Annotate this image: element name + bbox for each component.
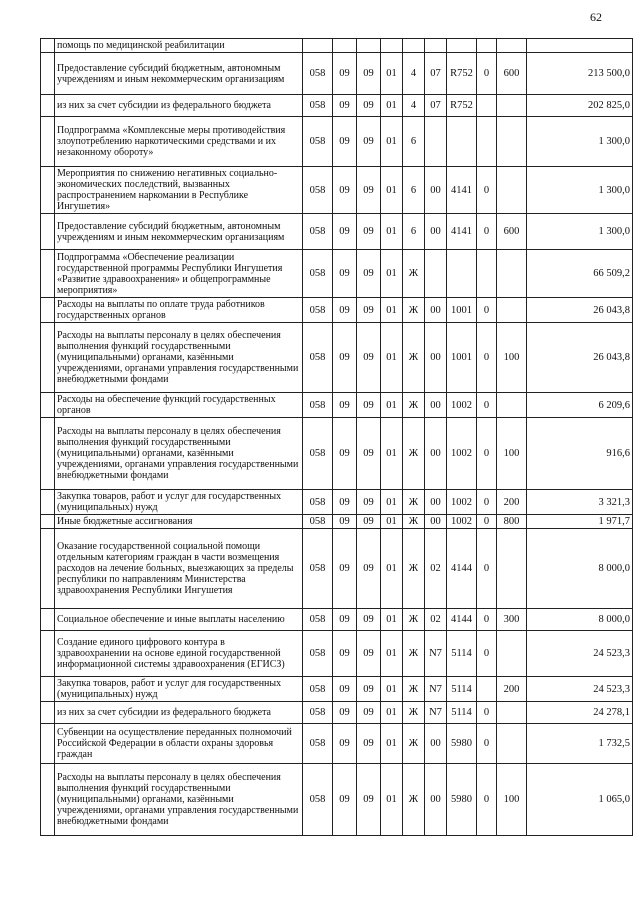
row-sum: 24 523,3 [527, 677, 633, 702]
code-section: 09 [333, 117, 357, 167]
code-section: 09 [333, 677, 357, 702]
row-margin-cell [41, 117, 55, 167]
code-expense-type [497, 167, 527, 214]
code-program: 01 [381, 702, 403, 724]
code-subsection [357, 39, 381, 53]
code-program: 01 [381, 529, 403, 609]
code-extra [477, 677, 497, 702]
code-ministry: 058 [303, 418, 333, 490]
row-name: Расходы на выплаты персоналу в целях обеспечения выполнения функций государственными (муниципальными) органами, казёнными учреждениями, органами управления государственными внебюджетными фондами [55, 323, 303, 393]
table-row [41, 631, 633, 677]
code-direction: 4141 [447, 167, 477, 214]
row-name: из них за счет субсидии из федерального бюджета [55, 95, 303, 117]
row-margin-cell [41, 298, 55, 323]
row-sum: 3 321,3 [527, 490, 633, 515]
row-sum: 24 523,3 [527, 631, 633, 677]
row-margin-cell [41, 677, 55, 702]
code-subprogram: Ж [403, 631, 425, 677]
code-measure: 02 [425, 609, 447, 631]
row-name: Расходы на выплаты персоналу в целях обеспечения выполнения функций государственными (муниципальными) органами, казёнными учреждениями, органами управления государственными внебюджетными фондами [55, 764, 303, 836]
code-section: 09 [333, 418, 357, 490]
table-row [41, 609, 633, 631]
code-program: 01 [381, 490, 403, 515]
code-expense-type: 600 [497, 214, 527, 250]
row-margin-cell [41, 764, 55, 836]
row-name: Предоставление субсидий бюджетным, автономным учреждениям и иным некоммерческим организациям [55, 53, 303, 95]
code-expense-type [497, 393, 527, 418]
code-ministry: 058 [303, 609, 333, 631]
code-direction: 1002 [447, 393, 477, 418]
code-subprogram: Ж [403, 609, 425, 631]
code-direction [447, 117, 477, 167]
table-row [41, 53, 633, 95]
code-subsection: 09 [357, 631, 381, 677]
row-name: Расходы на выплаты персоналу в целях обеспечения выполнения функций государственными (муниципальными) органами, казёнными учреждениями, органами управления государственными внебюджетными фондами [55, 418, 303, 490]
code-subprogram: 4 [403, 95, 425, 117]
code-program: 01 [381, 764, 403, 836]
code-section: 09 [333, 214, 357, 250]
code-subsection: 09 [357, 214, 381, 250]
code-measure: 00 [425, 214, 447, 250]
code-direction: 1001 [447, 298, 477, 323]
code-extra: 0 [477, 609, 497, 631]
code-subsection: 09 [357, 53, 381, 95]
row-margin-cell [41, 631, 55, 677]
code-expense-type [497, 298, 527, 323]
code-expense-type [497, 39, 527, 53]
table-row [41, 39, 633, 53]
table-row [41, 724, 633, 764]
code-subsection: 09 [357, 323, 381, 393]
code-ministry: 058 [303, 724, 333, 764]
budget-table [40, 38, 633, 836]
code-expense-type: 200 [497, 490, 527, 515]
table-row [41, 515, 633, 529]
table-row [41, 418, 633, 490]
row-sum: 24 278,1 [527, 702, 633, 724]
row-name: Субвенции на осуществление переданных полномочий Российской Федерации в области охраны здоровья граждан [55, 724, 303, 764]
code-ministry: 058 [303, 393, 333, 418]
code-section: 09 [333, 764, 357, 836]
code-direction: 4144 [447, 609, 477, 631]
code-section: 09 [333, 609, 357, 631]
code-subsection: 09 [357, 529, 381, 609]
code-ministry: 058 [303, 323, 333, 393]
table-row [41, 393, 633, 418]
code-ministry [303, 39, 333, 53]
row-sum: 6 209,6 [527, 393, 633, 418]
code-subprogram: Ж [403, 724, 425, 764]
code-section: 09 [333, 529, 357, 609]
code-subsection: 09 [357, 702, 381, 724]
code-subprogram: Ж [403, 393, 425, 418]
code-measure: 00 [425, 418, 447, 490]
code-measure: 00 [425, 393, 447, 418]
row-margin-cell [41, 393, 55, 418]
code-extra: 0 [477, 490, 497, 515]
code-program: 01 [381, 677, 403, 702]
code-expense-type [497, 529, 527, 609]
code-direction: 4141 [447, 214, 477, 250]
row-name: помощь по медицинской реабилитации [55, 39, 303, 53]
code-direction: 4144 [447, 529, 477, 609]
row-name: Подпрограмма «Обеспечение реализации государственной программы Республики Ингушетия «Развитие здравоохранения» и общепрограммные мероприятия» [55, 250, 303, 298]
code-ministry: 058 [303, 764, 333, 836]
table-row [41, 529, 633, 609]
code-expense-type: 800 [497, 515, 527, 529]
row-margin-cell [41, 95, 55, 117]
code-direction: R752 [447, 53, 477, 95]
code-extra: 0 [477, 167, 497, 214]
row-sum: 26 043,8 [527, 323, 633, 393]
code-program: 01 [381, 214, 403, 250]
code-measure [425, 250, 447, 298]
code-extra: 0 [477, 53, 497, 95]
table-row [41, 167, 633, 214]
row-name: Мероприятия по снижению негативных социально-экономических последствий, вызванных распространением наркомании в Республике Ингушетия» [55, 167, 303, 214]
row-sum: 1 971,7 [527, 515, 633, 529]
code-measure: 07 [425, 53, 447, 95]
code-extra: 0 [477, 214, 497, 250]
code-subsection: 09 [357, 393, 381, 418]
code-ministry: 058 [303, 95, 333, 117]
code-direction: 5114 [447, 702, 477, 724]
code-subsection: 09 [357, 167, 381, 214]
row-sum: 916,6 [527, 418, 633, 490]
code-expense-type: 100 [497, 764, 527, 836]
code-direction: 5114 [447, 677, 477, 702]
code-direction [447, 250, 477, 298]
code-subprogram: 6 [403, 167, 425, 214]
code-subsection: 09 [357, 418, 381, 490]
code-program [381, 39, 403, 53]
table-row [41, 117, 633, 167]
code-ministry: 058 [303, 53, 333, 95]
row-margin-cell [41, 214, 55, 250]
code-section: 09 [333, 95, 357, 117]
code-subprogram: Ж [403, 515, 425, 529]
code-extra [477, 39, 497, 53]
code-subprogram: Ж [403, 250, 425, 298]
code-ministry: 058 [303, 167, 333, 214]
code-expense-type [497, 117, 527, 167]
code-expense-type [497, 702, 527, 724]
code-section: 09 [333, 724, 357, 764]
code-subprogram: Ж [403, 764, 425, 836]
row-name: Расходы на выплаты по оплате труда работников государственных органов [55, 298, 303, 323]
code-ministry: 058 [303, 490, 333, 515]
row-margin-cell [41, 167, 55, 214]
row-sum: 202 825,0 [527, 95, 633, 117]
code-program: 01 [381, 418, 403, 490]
code-extra: 0 [477, 393, 497, 418]
table-row [41, 677, 633, 702]
row-sum: 1 732,5 [527, 724, 633, 764]
code-extra: 0 [477, 631, 497, 677]
code-section: 09 [333, 393, 357, 418]
row-sum: 26 043,8 [527, 298, 633, 323]
row-name: Расходы на обеспечение функций государственных органов [55, 393, 303, 418]
code-subprogram: 6 [403, 214, 425, 250]
code-expense-type: 200 [497, 677, 527, 702]
code-ministry: 058 [303, 250, 333, 298]
row-margin-cell [41, 724, 55, 764]
code-section: 09 [333, 702, 357, 724]
code-subsection: 09 [357, 515, 381, 529]
code-direction: 5980 [447, 764, 477, 836]
code-ministry: 058 [303, 631, 333, 677]
code-program: 01 [381, 323, 403, 393]
row-name: Подпрограмма «Комплексные меры противодействия злоупотреблению наркотическими средствами и их незаконному обороту» [55, 117, 303, 167]
code-extra: 0 [477, 515, 497, 529]
table-row [41, 490, 633, 515]
code-measure: N7 [425, 702, 447, 724]
row-margin-cell [41, 515, 55, 529]
code-subprogram: Ж [403, 323, 425, 393]
code-expense-type: 300 [497, 609, 527, 631]
table-row [41, 764, 633, 836]
row-margin-cell [41, 250, 55, 298]
code-extra: 0 [477, 418, 497, 490]
row-sum: 1 300,0 [527, 117, 633, 167]
code-measure: 00 [425, 515, 447, 529]
code-section: 09 [333, 631, 357, 677]
code-measure: 00 [425, 490, 447, 515]
code-measure: 00 [425, 298, 447, 323]
code-section: 09 [333, 323, 357, 393]
code-program: 01 [381, 298, 403, 323]
code-direction: 5980 [447, 724, 477, 764]
code-program: 01 [381, 250, 403, 298]
row-margin-cell [41, 702, 55, 724]
code-subsection: 09 [357, 95, 381, 117]
code-section: 09 [333, 515, 357, 529]
code-measure: 00 [425, 764, 447, 836]
code-subsection: 09 [357, 609, 381, 631]
code-expense-type: 100 [497, 418, 527, 490]
table-row [41, 214, 633, 250]
code-extra: 0 [477, 298, 497, 323]
code-expense-type: 100 [497, 323, 527, 393]
code-subsection: 09 [357, 298, 381, 323]
row-margin-cell [41, 609, 55, 631]
code-program: 01 [381, 167, 403, 214]
code-program: 01 [381, 515, 403, 529]
code-section: 09 [333, 53, 357, 95]
code-ministry: 058 [303, 117, 333, 167]
code-section: 09 [333, 250, 357, 298]
row-margin-cell [41, 418, 55, 490]
code-extra: 0 [477, 724, 497, 764]
code-direction: 1002 [447, 490, 477, 515]
code-expense-type [497, 95, 527, 117]
code-direction: R752 [447, 95, 477, 117]
table-row [41, 250, 633, 298]
row-name: Создание единого цифрового контура в здравоохранении на основе единой государственной информационной системы здравоохранения (ЕГИСЗ) [55, 631, 303, 677]
code-subprogram: 4 [403, 53, 425, 95]
code-direction: 1002 [447, 418, 477, 490]
code-expense-type [497, 724, 527, 764]
row-name: Предоставление субсидий бюджетным, автономным учреждениям и иным некоммерческим организациям [55, 214, 303, 250]
code-subprogram: Ж [403, 298, 425, 323]
row-name: Закупка товаров, работ и услуг для государственных (муниципальных) нужд [55, 490, 303, 515]
code-expense-type [497, 631, 527, 677]
code-measure: 00 [425, 323, 447, 393]
code-subprogram: Ж [403, 677, 425, 702]
row-margin-cell [41, 490, 55, 515]
code-measure [425, 117, 447, 167]
row-name: Иные бюджетные ассигнования [55, 515, 303, 529]
code-subprogram [403, 39, 425, 53]
row-margin-cell [41, 323, 55, 393]
code-expense-type [497, 250, 527, 298]
page-number: 62 [590, 10, 602, 24]
code-program: 01 [381, 117, 403, 167]
code-section: 09 [333, 490, 357, 515]
code-extra: 0 [477, 323, 497, 393]
table-row [41, 323, 633, 393]
code-measure: N7 [425, 631, 447, 677]
code-subsection: 09 [357, 724, 381, 764]
code-program: 01 [381, 724, 403, 764]
code-ministry: 058 [303, 529, 333, 609]
row-sum: 1 065,0 [527, 764, 633, 836]
code-measure: 02 [425, 529, 447, 609]
row-sum: 66 509,2 [527, 250, 633, 298]
code-program: 01 [381, 609, 403, 631]
row-sum: 8 000,0 [527, 609, 633, 631]
code-extra [477, 250, 497, 298]
code-extra: 0 [477, 529, 497, 609]
code-ministry: 058 [303, 515, 333, 529]
table-row [41, 702, 633, 724]
row-margin-cell [41, 53, 55, 95]
row-sum: 1 300,0 [527, 214, 633, 250]
code-subprogram: Ж [403, 529, 425, 609]
code-measure: 00 [425, 724, 447, 764]
code-direction: 1001 [447, 323, 477, 393]
code-program: 01 [381, 53, 403, 95]
code-subprogram: Ж [403, 490, 425, 515]
code-subprogram: Ж [403, 418, 425, 490]
row-name: Закупка товаров, работ и услуг для государственных (муниципальных) нужд [55, 677, 303, 702]
row-name: из них за счет субсидии из федерального бюджета [55, 702, 303, 724]
code-extra: 0 [477, 702, 497, 724]
code-measure: 00 [425, 167, 447, 214]
table-row [41, 298, 633, 323]
code-extra [477, 117, 497, 167]
code-expense-type: 600 [497, 53, 527, 95]
code-subsection: 09 [357, 250, 381, 298]
row-name: Оказание государственной социальной помощи отдельным категориям граждан в части возмещения расходов на лечение больных, выезжающих за пределы республики по направлениям Министерства здравоохранения Республики Ингушетия [55, 529, 303, 609]
code-subprogram: Ж [403, 702, 425, 724]
code-direction: 5114 [447, 631, 477, 677]
code-program: 01 [381, 95, 403, 117]
code-subsection: 09 [357, 117, 381, 167]
code-subsection: 09 [357, 677, 381, 702]
code-measure [425, 39, 447, 53]
row-sum [527, 39, 633, 53]
code-measure: 07 [425, 95, 447, 117]
code-program: 01 [381, 631, 403, 677]
row-margin-cell [41, 529, 55, 609]
code-measure: N7 [425, 677, 447, 702]
code-subsection: 09 [357, 764, 381, 836]
code-ministry: 058 [303, 298, 333, 323]
code-subsection: 09 [357, 490, 381, 515]
code-extra [477, 95, 497, 117]
code-ministry: 058 [303, 214, 333, 250]
code-section: 09 [333, 298, 357, 323]
code-direction [447, 39, 477, 53]
row-sum: 1 300,0 [527, 167, 633, 214]
code-direction: 1002 [447, 515, 477, 529]
table-row [41, 95, 633, 117]
code-section [333, 39, 357, 53]
code-extra: 0 [477, 764, 497, 836]
code-ministry: 058 [303, 702, 333, 724]
code-program: 01 [381, 393, 403, 418]
code-section: 09 [333, 167, 357, 214]
row-sum: 8 000,0 [527, 529, 633, 609]
row-margin-cell [41, 39, 55, 53]
row-name: Социальное обеспечение и иные выплаты населению [55, 609, 303, 631]
row-sum: 213 500,0 [527, 53, 633, 95]
code-subprogram: 6 [403, 117, 425, 167]
code-ministry: 058 [303, 677, 333, 702]
